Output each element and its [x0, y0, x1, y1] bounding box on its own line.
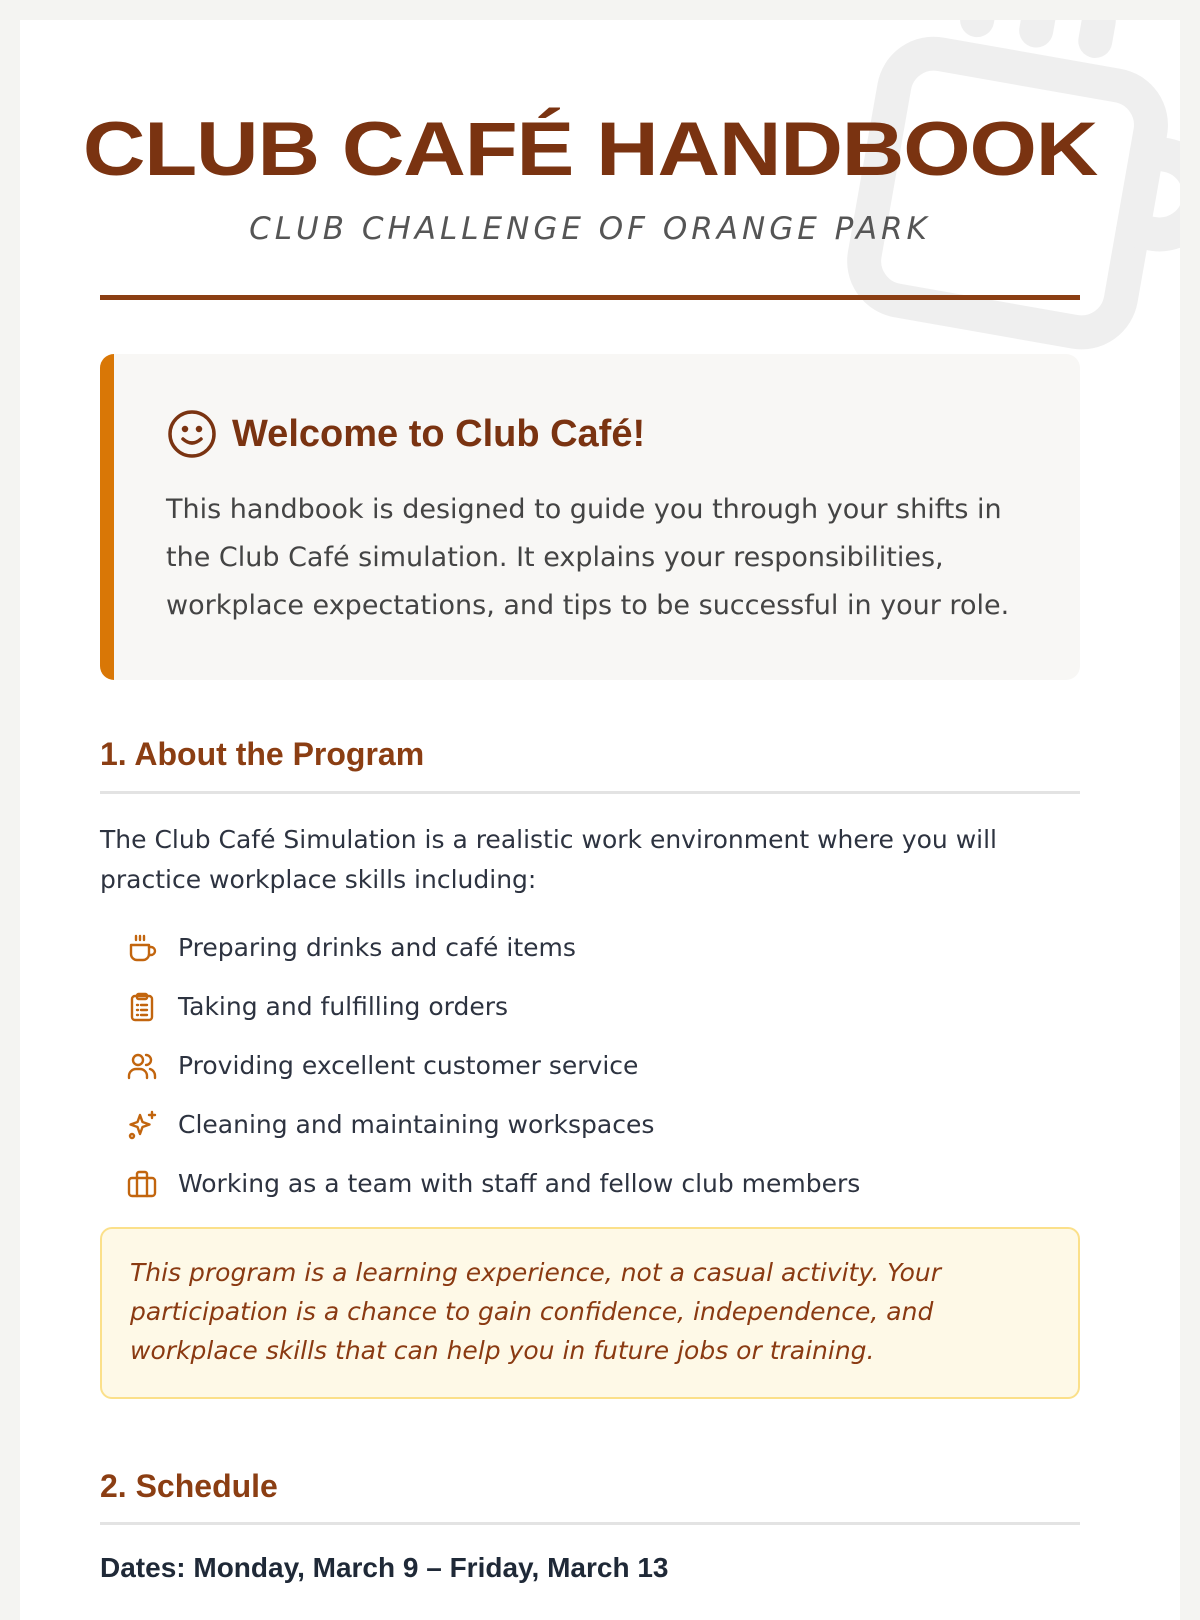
title-divider	[100, 295, 1080, 300]
list-item	[126, 1036, 860, 1095]
sparkles-icon	[126, 1109, 158, 1141]
smile-icon	[166, 408, 218, 460]
users-icon	[126, 1050, 158, 1082]
skills-list	[126, 918, 860, 1213]
list-item	[126, 918, 860, 977]
program-note	[100, 1227, 1080, 1399]
skill-label: Providing excellent customer service	[178, 1051, 638, 1080]
skill-label: Preparing drinks and café items	[178, 933, 576, 962]
welcome-header	[166, 408, 645, 460]
skill-label: Cleaning and maintaining workspaces	[178, 1110, 654, 1139]
section-heading-about: 1. About the Program	[100, 738, 1080, 770]
list-item	[126, 977, 860, 1036]
program-note-text: This program is a learning experience, not a casual activity. Your participation is a chance to gain confidence, independence, and workplace skills that can help you in future jobs or training.	[130, 1253, 1060, 1370]
welcome-card	[100, 354, 1080, 680]
schedule-dates: Dates: Monday, March 9 – Friday, March 13	[100, 1554, 668, 1582]
list-item	[126, 1095, 860, 1154]
section-heading-schedule: 2. Schedule	[100, 1470, 1080, 1502]
page-subtitle: CLUB CHALLENGE OF ORANGE PARK	[100, 214, 1080, 245]
about-intro: The Club Café Simulation is a realistic work environment where you will practice workplace skills including:	[100, 820, 1080, 900]
section-divider	[100, 1522, 1080, 1525]
skill-label: Taking and fulfilling orders	[178, 992, 508, 1021]
briefcase-icon	[126, 1168, 158, 1200]
welcome-title: Welcome to Club Café!	[232, 415, 645, 453]
skill-label: Working as a team with staff and fellow club members	[178, 1169, 860, 1198]
section-divider	[100, 791, 1080, 794]
coffee-mug-icon	[840, 20, 1180, 370]
coffee-icon	[126, 932, 158, 964]
page-title: CLUB CAFÉ HANDBOOK	[31, 112, 1148, 188]
list-item	[126, 1154, 860, 1213]
handbook-page	[20, 20, 1180, 1620]
welcome-text: This handbook is designed to guide you through your shifts in the Club Café simulation. It explains your responsibilities, workplace expectations, and tips to be successful in your role.	[166, 486, 1046, 630]
clipboard-icon	[126, 991, 158, 1023]
